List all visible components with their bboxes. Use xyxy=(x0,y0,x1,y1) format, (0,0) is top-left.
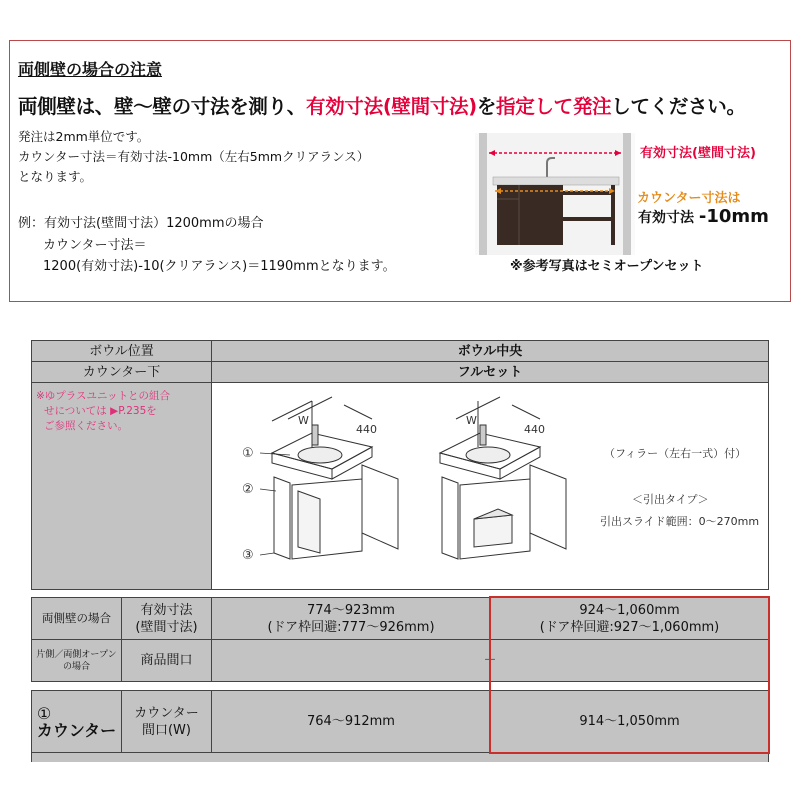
note-line-3: ご参照ください。 xyxy=(44,420,128,432)
counter-under-value: フルセット xyxy=(211,361,769,383)
unit-combo-note xyxy=(31,382,212,590)
bowl-position-value: ボウル中央 xyxy=(211,340,769,362)
filler-note: （フィラー（左右一式）付） xyxy=(604,447,747,460)
callout-1: ① xyxy=(242,446,254,461)
label-effective-dimension: 有効寸法(壁間寸法) xyxy=(640,146,756,161)
drawer-type: ＜引出タイプ＞ xyxy=(632,493,709,506)
both-walls-label: 両側壁の場合 xyxy=(31,597,122,640)
counter-label-cell xyxy=(31,690,122,753)
table-continuation xyxy=(31,752,769,762)
range-a-cell xyxy=(211,597,491,640)
product-width-value: － xyxy=(211,639,769,682)
label-counter-dimension: カウンター寸法は xyxy=(637,191,741,206)
formula-value: -10mm xyxy=(698,206,769,227)
headline-specify-order: 指定して発注 xyxy=(496,95,612,118)
notice-example xyxy=(18,213,396,278)
headline-effective-dimension: 有効寸法(壁間寸法) xyxy=(306,95,477,118)
note-line-2: せについては ▶P.235を xyxy=(44,405,157,417)
vanity-diagram xyxy=(212,383,768,589)
body-line-1: 発注は2mm単位です。 xyxy=(18,129,150,144)
w-label-1: W xyxy=(298,414,309,427)
note-line-1: ※ゆプラスユニットとの組合 xyxy=(36,390,171,402)
bowl-position-label: ボウル位置 xyxy=(31,340,212,362)
label-counter-formula xyxy=(638,206,769,227)
counter-under-label: カウンター下 xyxy=(31,361,212,383)
range-b-cell xyxy=(490,597,769,640)
range-b-line-2: (ドア枠回避:927〜1,060mm) xyxy=(539,619,720,635)
callout-3: ③ xyxy=(242,548,254,563)
notice-title: 両側壁の場合の注意 xyxy=(18,60,163,79)
depth-label-1: 440 xyxy=(356,423,377,436)
counter-range-b: 914〜1,050mm xyxy=(490,690,769,753)
diagram-cell xyxy=(211,382,769,590)
body-line-2: カウンター寸法＝有効寸法-10mm（左右5mmクリアランス） xyxy=(18,149,370,164)
drawer-range: 引出スライド範囲：0〜270mm xyxy=(600,515,760,528)
range-a-line-2: (ドア枠回避:777〜926mm) xyxy=(267,619,435,635)
photo-caption: ※参考写真はセミオープンセット xyxy=(510,259,704,274)
counter-number: ① xyxy=(36,703,52,723)
range-b-line-1: 924〜1,060mm xyxy=(579,602,680,618)
headline-part-1: 両側壁は、壁〜壁の寸法を測り、 xyxy=(18,95,307,118)
one-side-open-label: 片側／両側オープン の場合 xyxy=(31,639,122,682)
depth-label-2: 440 xyxy=(524,423,545,436)
counter-label: カウンター xyxy=(36,720,117,740)
headline-part-3: を xyxy=(476,95,497,118)
effective-dimension-label: 有効寸法 (壁間寸法) xyxy=(121,597,212,640)
notice-box xyxy=(9,40,791,302)
callout-2: ② xyxy=(242,482,254,497)
range-a-line-1: 774〜923mm xyxy=(307,602,395,618)
product-width-label: 商品間口 xyxy=(121,639,212,682)
w-label-2: W xyxy=(466,414,477,427)
vanity-photo-illustration xyxy=(475,133,635,255)
notice-headline xyxy=(18,91,746,119)
example-line-3: 1200(有効寸法)-10(クリアランス)＝1190mmとなります。 xyxy=(43,259,396,274)
body-line-3: となります。 xyxy=(18,169,93,184)
example-line-1: 例：有効寸法(壁間寸法）1200mmの場合 xyxy=(18,216,264,231)
headline-part-5: してください。 xyxy=(611,95,746,118)
reference-photo xyxy=(475,133,635,255)
notice-body xyxy=(18,127,369,187)
counter-range-a: 764〜912mm xyxy=(211,690,491,753)
formula-prefix: 有効寸法 xyxy=(638,210,694,226)
counter-width-label: カウンター 間口(W) xyxy=(121,690,212,753)
example-line-2: カウンター寸法＝ xyxy=(43,237,147,253)
